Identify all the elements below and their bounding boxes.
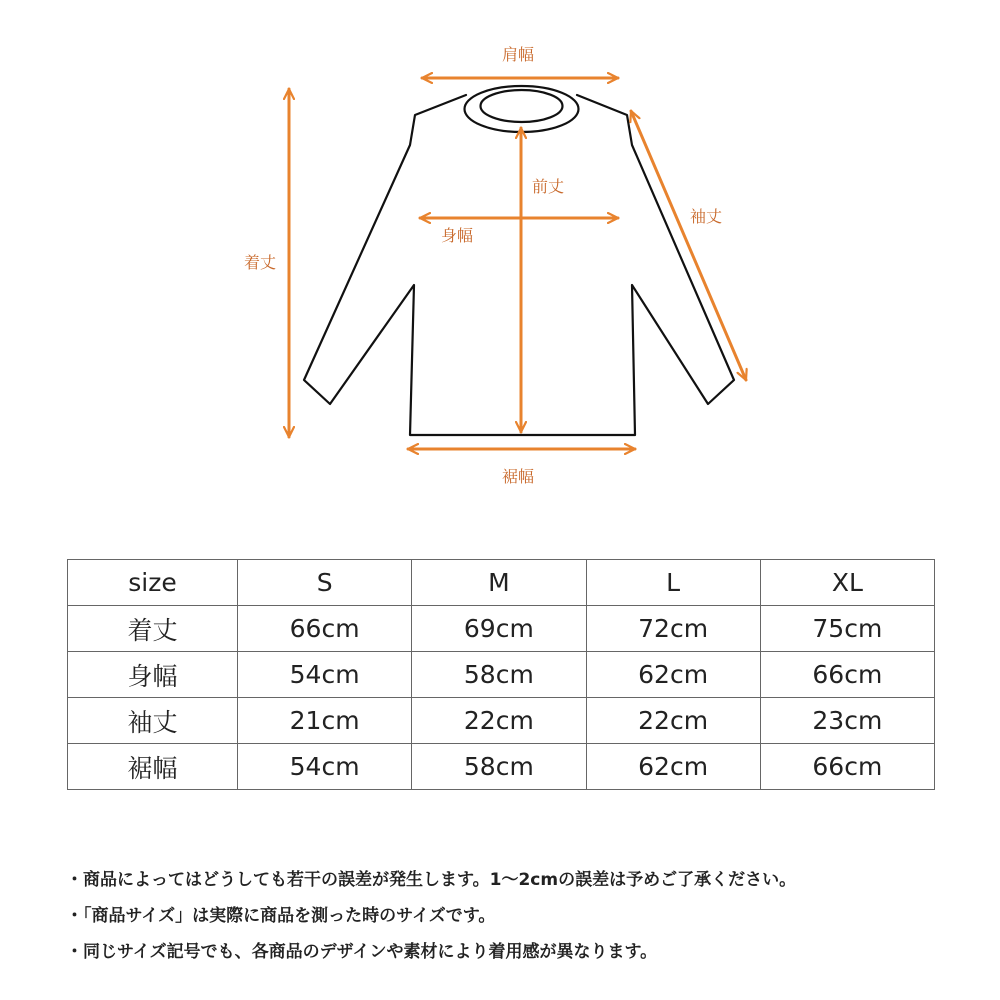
shoulder-width-label: 肩幅	[501, 45, 535, 64]
table-cell: 75cm	[760, 606, 934, 652]
table-row	[68, 652, 935, 698]
table-cell: 21cm	[238, 698, 412, 744]
total-length-label: 着丈	[243, 253, 277, 272]
table-header-row	[68, 560, 935, 606]
table-cell: 66cm	[238, 606, 412, 652]
table-cell: 58cm	[412, 652, 586, 698]
note-fit-varies: ・同じサイズ記号でも、各商品のデザインや素材により着用感が異なります。	[66, 942, 658, 962]
row-label: 着丈	[68, 606, 238, 652]
table-cell: 72cm	[586, 606, 760, 652]
note-measured-size: ・「商品サイズ」は実際に商品を測った時のサイズです。	[66, 906, 496, 926]
table-cell: 54cm	[238, 652, 412, 698]
table-cell: 66cm	[760, 652, 934, 698]
row-label: 身幅	[68, 652, 238, 698]
sleeve-length-label: 袖丈	[689, 207, 723, 226]
table-cell: 58cm	[412, 744, 586, 790]
notes-section	[66, 862, 946, 970]
row-label: 袖丈	[68, 698, 238, 744]
header-cell-m: M	[412, 560, 586, 606]
table-cell: 66cm	[760, 744, 934, 790]
table-cell: 54cm	[238, 744, 412, 790]
table-cell: 62cm	[586, 744, 760, 790]
header-cell-size: size	[68, 560, 238, 606]
hem-width-label: 裾幅	[501, 467, 535, 486]
header-cell-l: L	[586, 560, 760, 606]
table-cell: 69cm	[412, 606, 586, 652]
body-width-label: 身幅	[440, 226, 474, 245]
note-measurement-tolerance: ・商品によってはどうしても若干の誤差が発生します。1〜2cmの誤差は予めご了承ください。	[66, 870, 797, 890]
row-label: 裾幅	[68, 744, 238, 790]
table-cell: 62cm	[586, 652, 760, 698]
long-sleeve-shirt-outline	[304, 86, 734, 435]
table-cell: 22cm	[586, 698, 760, 744]
header-cell-xl: XL	[760, 560, 934, 606]
table-cell: 22cm	[412, 698, 586, 744]
table-row	[68, 744, 935, 790]
size-table	[67, 559, 935, 790]
table-row	[68, 606, 935, 652]
header-cell-s: S	[238, 560, 412, 606]
table-cell: 23cm	[760, 698, 934, 744]
sleeve-length-arrow	[631, 111, 746, 380]
table-row	[68, 698, 935, 744]
front-length-label: 前丈	[531, 177, 565, 196]
